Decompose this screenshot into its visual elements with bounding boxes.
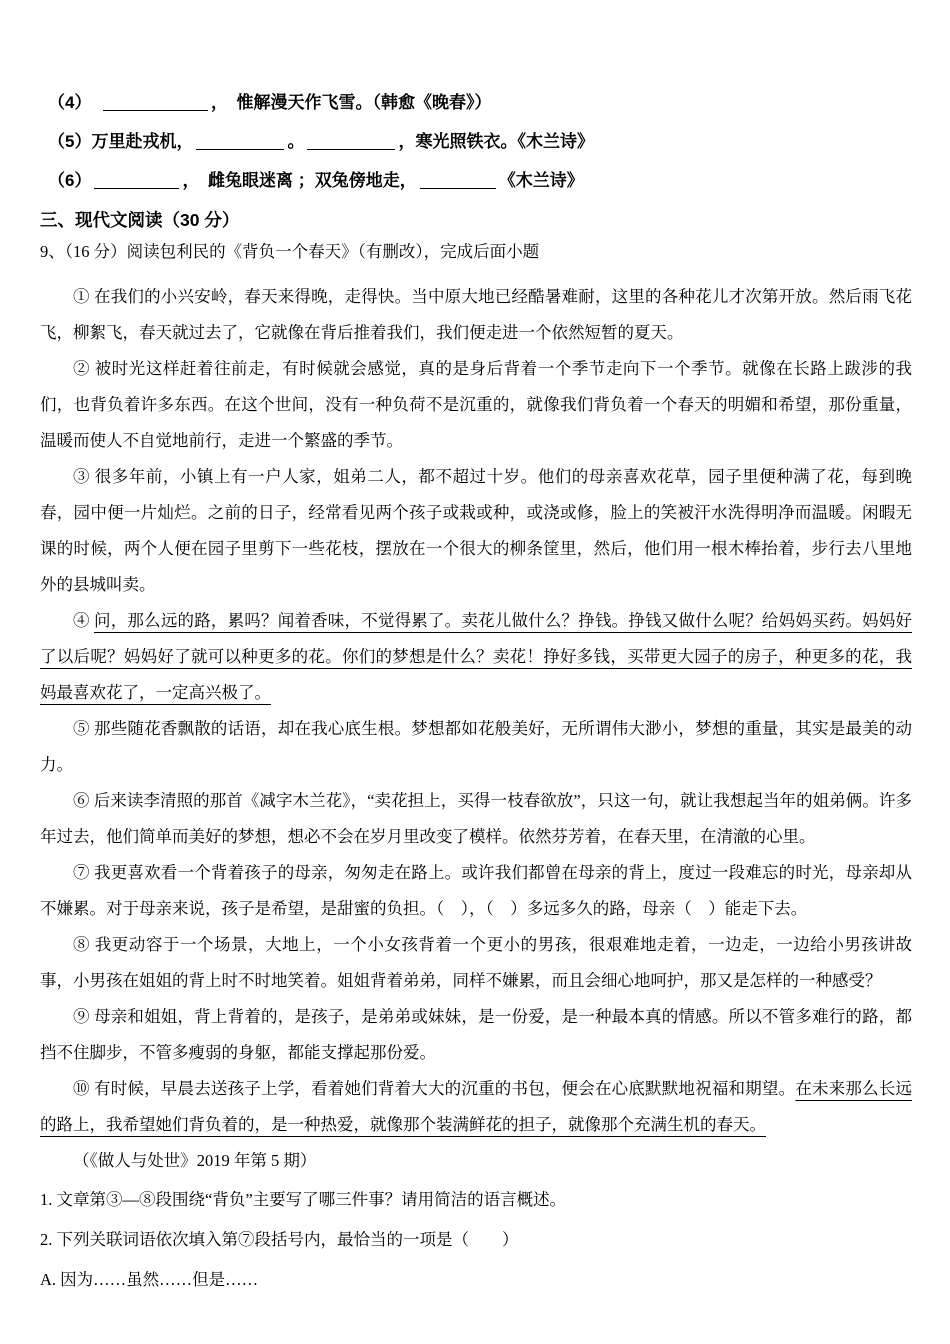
text-run: A. 因为……虽然……但是…… [40, 1270, 259, 1289]
text-run: ， 雌兔眼迷离 ；双兔傍地走， [182, 171, 417, 190]
text-run: 9、（16 分）阅读包利民的《背负一个春天》（有删改），完成后面小题 [40, 242, 540, 261]
text-run: 三、现代文阅读（30 分） [40, 210, 240, 230]
text-run: ， 惟解漫天作飞雪。（韩愈《晚春》） [210, 93, 492, 112]
passage-paragraph-3 [40, 459, 912, 603]
text-run: 2. 下列关联词语依次填入第⑦段括号内，最恰当的一项是（ ） [40, 1230, 519, 1249]
question-9-intro [40, 239, 912, 265]
option-A [40, 1267, 912, 1293]
text-run: ⑥ 后来读李清照的那首《减字木兰花》，“卖花担上，买得一枝春欲放”，只这一句，就让我想起当年的姐弟俩。许多年过去，他们简单而美好的梦想，想必不会在岁月里改变了模样。依然芬芳着，在春天里，在清澈的心里。 [40, 791, 912, 846]
text-run: ④ [73, 611, 95, 630]
passage-paragraph-7 [40, 855, 912, 927]
passage-paragraph-5 [40, 711, 912, 783]
text-run: （5）万里赴戎机， [48, 132, 194, 151]
section-header [40, 207, 912, 233]
text-run: 《木兰诗》 [498, 171, 584, 190]
text-run: ③ 很多年前，小镇上有一户人家，姐弟二人，都不超过十岁。他们的母亲喜欢花草，园子里便种满了花，每到晚春，园中便一片灿烂。之前的日子，经常看见两个孩子或栽或种，或浇或修，脸上的笑被汗水洗得明净而温暖。闲暇无课的时候，两个人便在园子里剪下一些花枝，摆放在一个很大的柳条筐里，然后，他们用一根木棒抬着，步行去八里地外的县城叫卖。 [40, 467, 912, 594]
text-run: ⑨ 母亲和姐姐，背上背着的，是孩子，是弟弟或妹妹，是一份爱，是一种最本真的情感。所以不管多难行的路，都挡不住脚步，不管多瘦弱的身躯，都能支撑起那份爱。 [40, 1007, 912, 1062]
blank-line [196, 135, 284, 150]
text-run: ，寒光照铁衣。《木兰诗》 [398, 132, 594, 151]
question-2 [40, 1227, 912, 1253]
passage-paragraph-10 [40, 1071, 912, 1143]
source-citation [40, 1143, 912, 1179]
text-run: ⑧ 我更动容于一个场景，大地上，一个小女孩背着一个更小的男孩，很艰难地走着，一边走，一边给小男孩讲故事，小男孩在姐姐的背上时不时地笑着。姐姐背着弟弟，同样不嫌累，而且会细心地呵护，那又是怎样的一种感受？ [40, 935, 912, 990]
text-run: ① 在我们的小兴安岭，春天来得晚，走得快。当中原大地已经酷暑难耐，这里的各种花儿才次第开放。然后雨飞花飞，柳絮飞，春天就过去了，它就像在背后推着我们，我们便走进一个依然短暂的夏天。 [40, 287, 912, 342]
underlined-text: 问，那么远的路，累吗？闻着香味，不觉得累了。卖花儿做什么？挣钱。挣钱又做什么呢？给妈妈买药。妈妈好了以后呢？妈妈好了就可以种更多的花。你们的梦想是什么？卖花！挣好多钱，买带更大园子的房子，种更多的花，我妈最喜欢花了，一定高兴极了。 [40, 611, 913, 702]
blank-line [103, 96, 208, 111]
fill-blank-5 [40, 129, 912, 155]
passage-paragraph-6 [40, 783, 912, 855]
blank-line [420, 174, 496, 189]
passage-paragraph-9 [40, 999, 912, 1071]
text-run: ② 被时光这样赶着往前走，有时候就会感觉，真的是身后背着一个季节走向下一个季节。就像在长路上跋涉的我们，也背负着许多东西。在这个世间，没有一种负荷不是沉重的，就像我们背负着一个春天的明媚和希望，那份重量，温暖而使人不自觉地前行，走进一个繁盛的季节。 [40, 359, 912, 450]
passage-paragraph-8 [40, 927, 912, 999]
document-body [40, 90, 912, 1293]
passage-paragraph-1 [40, 279, 912, 351]
fill-blank-6 [40, 168, 912, 194]
text-run: 1. 文章第③—⑧段围绕“背负”主要写了哪三件事？请用简洁的语言概述。 [40, 1190, 567, 1209]
blank-line [307, 135, 395, 150]
text-run: 。 [287, 132, 305, 151]
text-run: ⑤ 那些随花香飘散的话语，却在我心底生根。梦想都如花般美好，无所谓伟大渺小，梦想的重量，其实是最美的动力。 [40, 719, 912, 774]
question-1 [40, 1187, 912, 1213]
text-run: （《做人与处世》2019 年第 5 期） [73, 1151, 317, 1170]
blank-line [94, 174, 179, 189]
fill-blank-4 [40, 90, 912, 116]
text-run: ⑩ 有时候，早晨去送孩子上学，看着她们背着大大的沉重的书包，便会在心底默默地祝福和期望。 [73, 1079, 796, 1098]
text-run: （6） [48, 171, 92, 190]
passage-paragraph-4 [40, 603, 912, 711]
text-run: （4） [48, 93, 100, 112]
text-run: ⑦ 我更喜欢看一个背着孩子的母亲，匆匆走在路上。或许我们都曾在母亲的背上，度过一段难忘的时光，母亲却从不嫌累。对于母亲来说，孩子是希望，是甜蜜的负担。（ ），（ ）多远多久的路，母亲（ ）能走下去。 [40, 863, 912, 918]
underlined-text: 在未来那么长远的路上，我希望她们背负着的，是一种热爱，就像那个装满鲜花的担子，就像那个充满生机的春天。 [40, 1079, 913, 1134]
passage-paragraph-2 [40, 351, 912, 459]
